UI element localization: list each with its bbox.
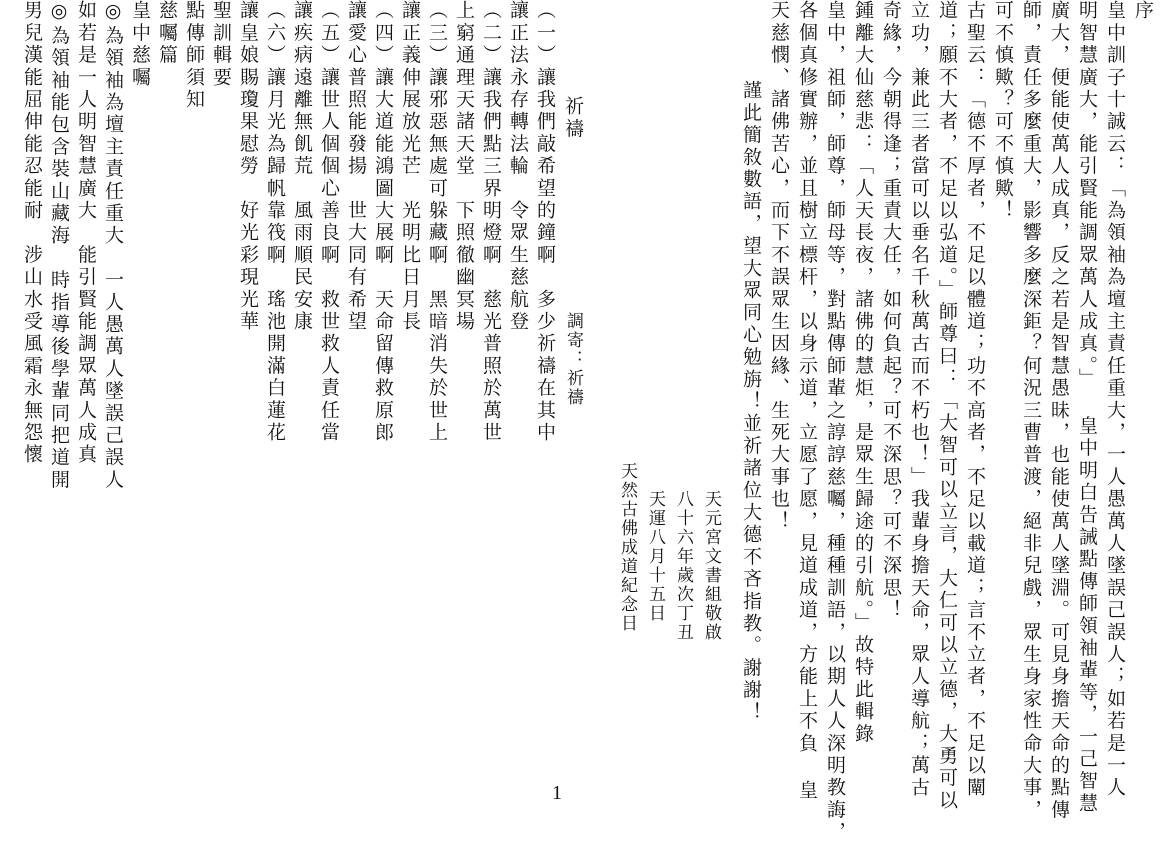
prayer-line: 讓愛心普照能發揚 世大同有希望 bbox=[345, 0, 367, 333]
preface-line: 皇中，祖師，師尊，師母等，對點傳師輩之諄諄慈囑，種種訓語，以期人人深明教誨， bbox=[824, 0, 846, 844]
preface-line: 謹此簡敘數語，望大眾同心勉旃！並祈諸位大德不吝指教。謝謝！ bbox=[740, 80, 762, 724]
preface-line: 鍾離大仙慈悲：「人天長夜，諸佛的慧炬，是眾生歸途的引航。」故特此輯錄 bbox=[852, 0, 874, 746]
preface-line: 古聖云：「德不厚者，不足以體道；功不高者，不足以載道；言不立者，不足以闡 bbox=[964, 0, 986, 800]
page-number: 1 bbox=[552, 782, 562, 804]
prayer-line: （六）讓月光為歸帆靠筏啊 瑤池開滿白蓮花 bbox=[264, 0, 286, 444]
prayer-line: （四）讓大道能鴻圖大展啊 天命留傳救原郎 bbox=[372, 0, 394, 444]
signature-line: 天元宮文書組敬啟 bbox=[701, 490, 721, 642]
verse-line: ◎為領袖為壇主責任重大 一人愚萬人墜誤己誤人 bbox=[102, 0, 124, 492]
preface-line: 師，責任多麼重大，影響多麼深鉅？何況三曹普渡，絕非兒戲，眾生身家性命大事， bbox=[1020, 0, 1042, 822]
preface-line: 明智慧廣大，能引賢能調眾萬人成真。」 皇中明白告誡點傳師領袖輩等，一己智慧 bbox=[1076, 0, 1098, 815]
prayer-line: 讓皇娘賜瓊果慰勞 好光彩現光華 bbox=[237, 0, 259, 333]
verse-line: ◎為領袖能包含裝山藏海 時指導後學輩同把道開 bbox=[48, 0, 70, 492]
signature-line: 八十六年歲次丁丑 bbox=[673, 490, 693, 642]
prayer-line: 讓正義伸展放光芒 光明比日月長 bbox=[399, 0, 421, 333]
prayer-line: 讓正法永存轉法輪 令眾生慈航登 bbox=[507, 0, 529, 333]
preface-line: 廣大，便能使萬人成真，反之若是智慧愚昧，也能使萬人墜淵。可見身擔天命的點傳 bbox=[1048, 0, 1070, 822]
prayer-line: （五）讓世人個個心善良啊 救世救人責任當 bbox=[318, 0, 340, 444]
signature-line: 天然古佛成道紀念日 bbox=[617, 462, 637, 633]
prayer-line: （二）讓我們點三界明燈啊 慈光普照於萬世 bbox=[480, 0, 502, 444]
section-heading: 點傳師須知 bbox=[183, 0, 205, 111]
prayer-heading: 祈禱 bbox=[562, 96, 584, 141]
preface-line: 各個真修實辦，並且樹立標杆，以身示道，立愿了愿，見道成道，方能上不負 皇 bbox=[796, 0, 818, 803]
prayer-line: （三）讓邪惡無處可躲藏啊 黑暗消失於世上 bbox=[426, 0, 448, 444]
prayer-line: 上窮通理天諸天堂 下照徹幽冥場 bbox=[453, 0, 475, 333]
prayer-line: （一）讓我們敲希望的鐘啊 多少祈禱在其中 bbox=[534, 0, 556, 444]
preface-line: 奇緣，今朝得逢；重責大任，如何負起？可不深思？可不深思！ bbox=[880, 0, 902, 622]
verse-line: 男兒漢能屈伸能忍能耐 涉山水受風霜永無怨懷 bbox=[21, 0, 43, 467]
prayer-line: 讓疾病遠離無飢荒 風雨順民安康 bbox=[291, 0, 313, 333]
preface-line: 立功，兼此三者當可以垂名千秋萬古而不朽也！」我輩身擔天命，眾人導航；萬古 bbox=[908, 0, 930, 800]
preface-line: 皇中訓子十誠云：「為領袖為壇主責任重大，一人愚萬人墜誤己誤人；如若是一人 bbox=[1104, 0, 1126, 800]
preface-line: 天慈憫、諸佛苦心，而下不誤眾生因緣、生死大事也！ bbox=[768, 0, 790, 533]
preface-line: 可不慎歟？可不慎歟！ bbox=[992, 0, 1014, 222]
prayer-tune: 調寄：祈禱 bbox=[563, 312, 583, 407]
preface-title: 序 bbox=[1132, 0, 1154, 23]
signature-line: 天運八月十五日 bbox=[645, 490, 665, 623]
section-heading: 聖訓輯要 bbox=[210, 0, 232, 89]
section-heading: 慈囑篇 bbox=[156, 0, 178, 67]
verse-line: 如若是一人明智慧廣大 能引賢能調眾萬人成真 bbox=[75, 0, 97, 467]
section-heading: 皇中慈囑 bbox=[129, 0, 151, 89]
preface-line: 道；願不大者，不足以弘道。」師尊曰：「大智可以立言，大仁可以立德，大勇可以 bbox=[936, 0, 958, 812]
